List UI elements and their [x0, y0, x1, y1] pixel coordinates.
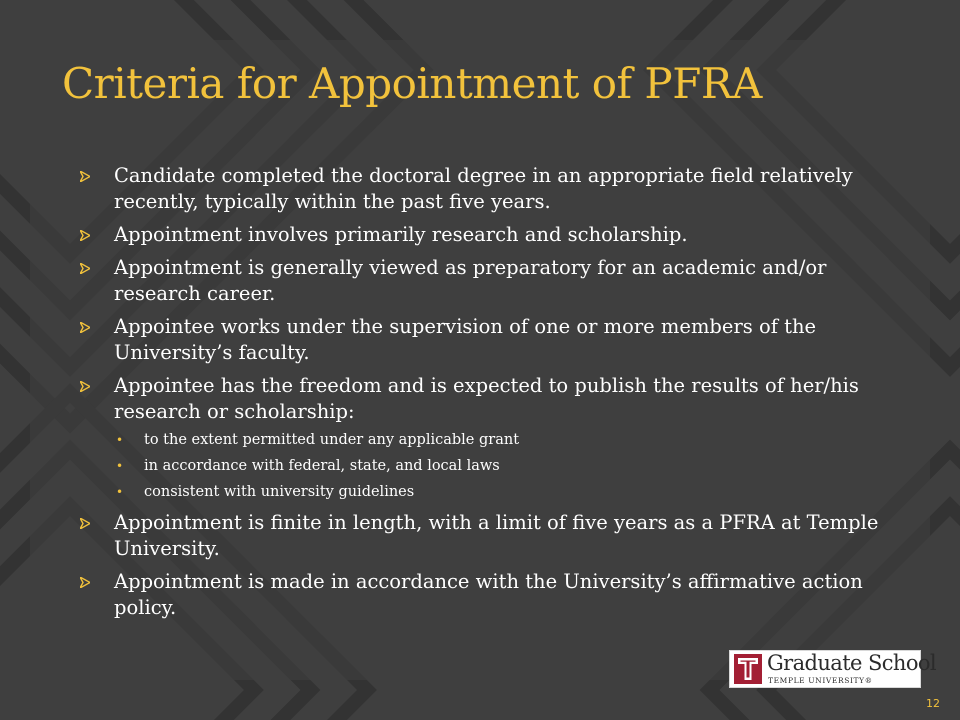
bullet-text: Appointment is made in accordance with the University’s affirmative action policy. [114, 570, 863, 619]
bullet-text: Appointee works under the supervision of one or more members of the University’s faculty. [114, 315, 817, 364]
graduate-school-logo [729, 650, 937, 688]
sub-bullet-text: consistent with university guidelines [144, 484, 415, 500]
arrow-bullet-icon [80, 230, 90, 241]
bullet-item [74, 163, 914, 215]
dot-bullet-icon: • [116, 485, 124, 499]
bullet-text: Appointment involves primarily research and scholarship. [114, 223, 688, 246]
sub-bullet-text: in accordance with federal, state, and local laws [144, 458, 500, 474]
bullet-item [74, 510, 914, 562]
bullet-text: Appointment is finite in length, with a limit of five years as a PFRA at Temple University. [114, 511, 879, 560]
sub-bullet-item [114, 430, 914, 451]
bullet-text: Candidate completed the doctoral degree in an appropriate field relatively recently, typically within the past five years. [114, 164, 853, 213]
bullet-item [74, 222, 914, 248]
arrow-bullet-icon [80, 518, 90, 529]
arrow-bullet-icon [80, 171, 90, 182]
arrow-bullet-icon [80, 263, 90, 274]
bullet-item [74, 314, 914, 366]
sub-bullet-list [114, 430, 914, 503]
sub-bullet-item [114, 456, 914, 477]
bullet-item [74, 373, 914, 503]
dot-bullet-icon: • [116, 433, 124, 447]
page-number: 12 [926, 697, 940, 710]
logo-name: Graduate School [767, 651, 937, 675]
bullet-text: Appointment is generally viewed as preparatory for an academic and/or research career. [114, 256, 827, 305]
sub-bullet-item [114, 482, 914, 503]
logo-subtitle: TEMPLE UNIVERSITY® [768, 676, 873, 685]
temple-t-logo-icon [734, 654, 762, 684]
sub-bullet-text: to the extent permitted under any applicable grant [144, 432, 520, 448]
bullet-item [74, 569, 914, 621]
bullet-list [74, 163, 914, 628]
dot-bullet-icon: • [116, 459, 124, 473]
arrow-bullet-icon [80, 577, 90, 588]
bullet-item [74, 255, 914, 307]
arrow-bullet-icon [80, 381, 90, 392]
slide-title: Criteria for Appointment of PFRA [62, 59, 762, 108]
arrow-bullet-icon [80, 322, 90, 333]
bullet-text: Appointee has the freedom and is expected to publish the results of her/his research or scholarship: [114, 374, 859, 423]
